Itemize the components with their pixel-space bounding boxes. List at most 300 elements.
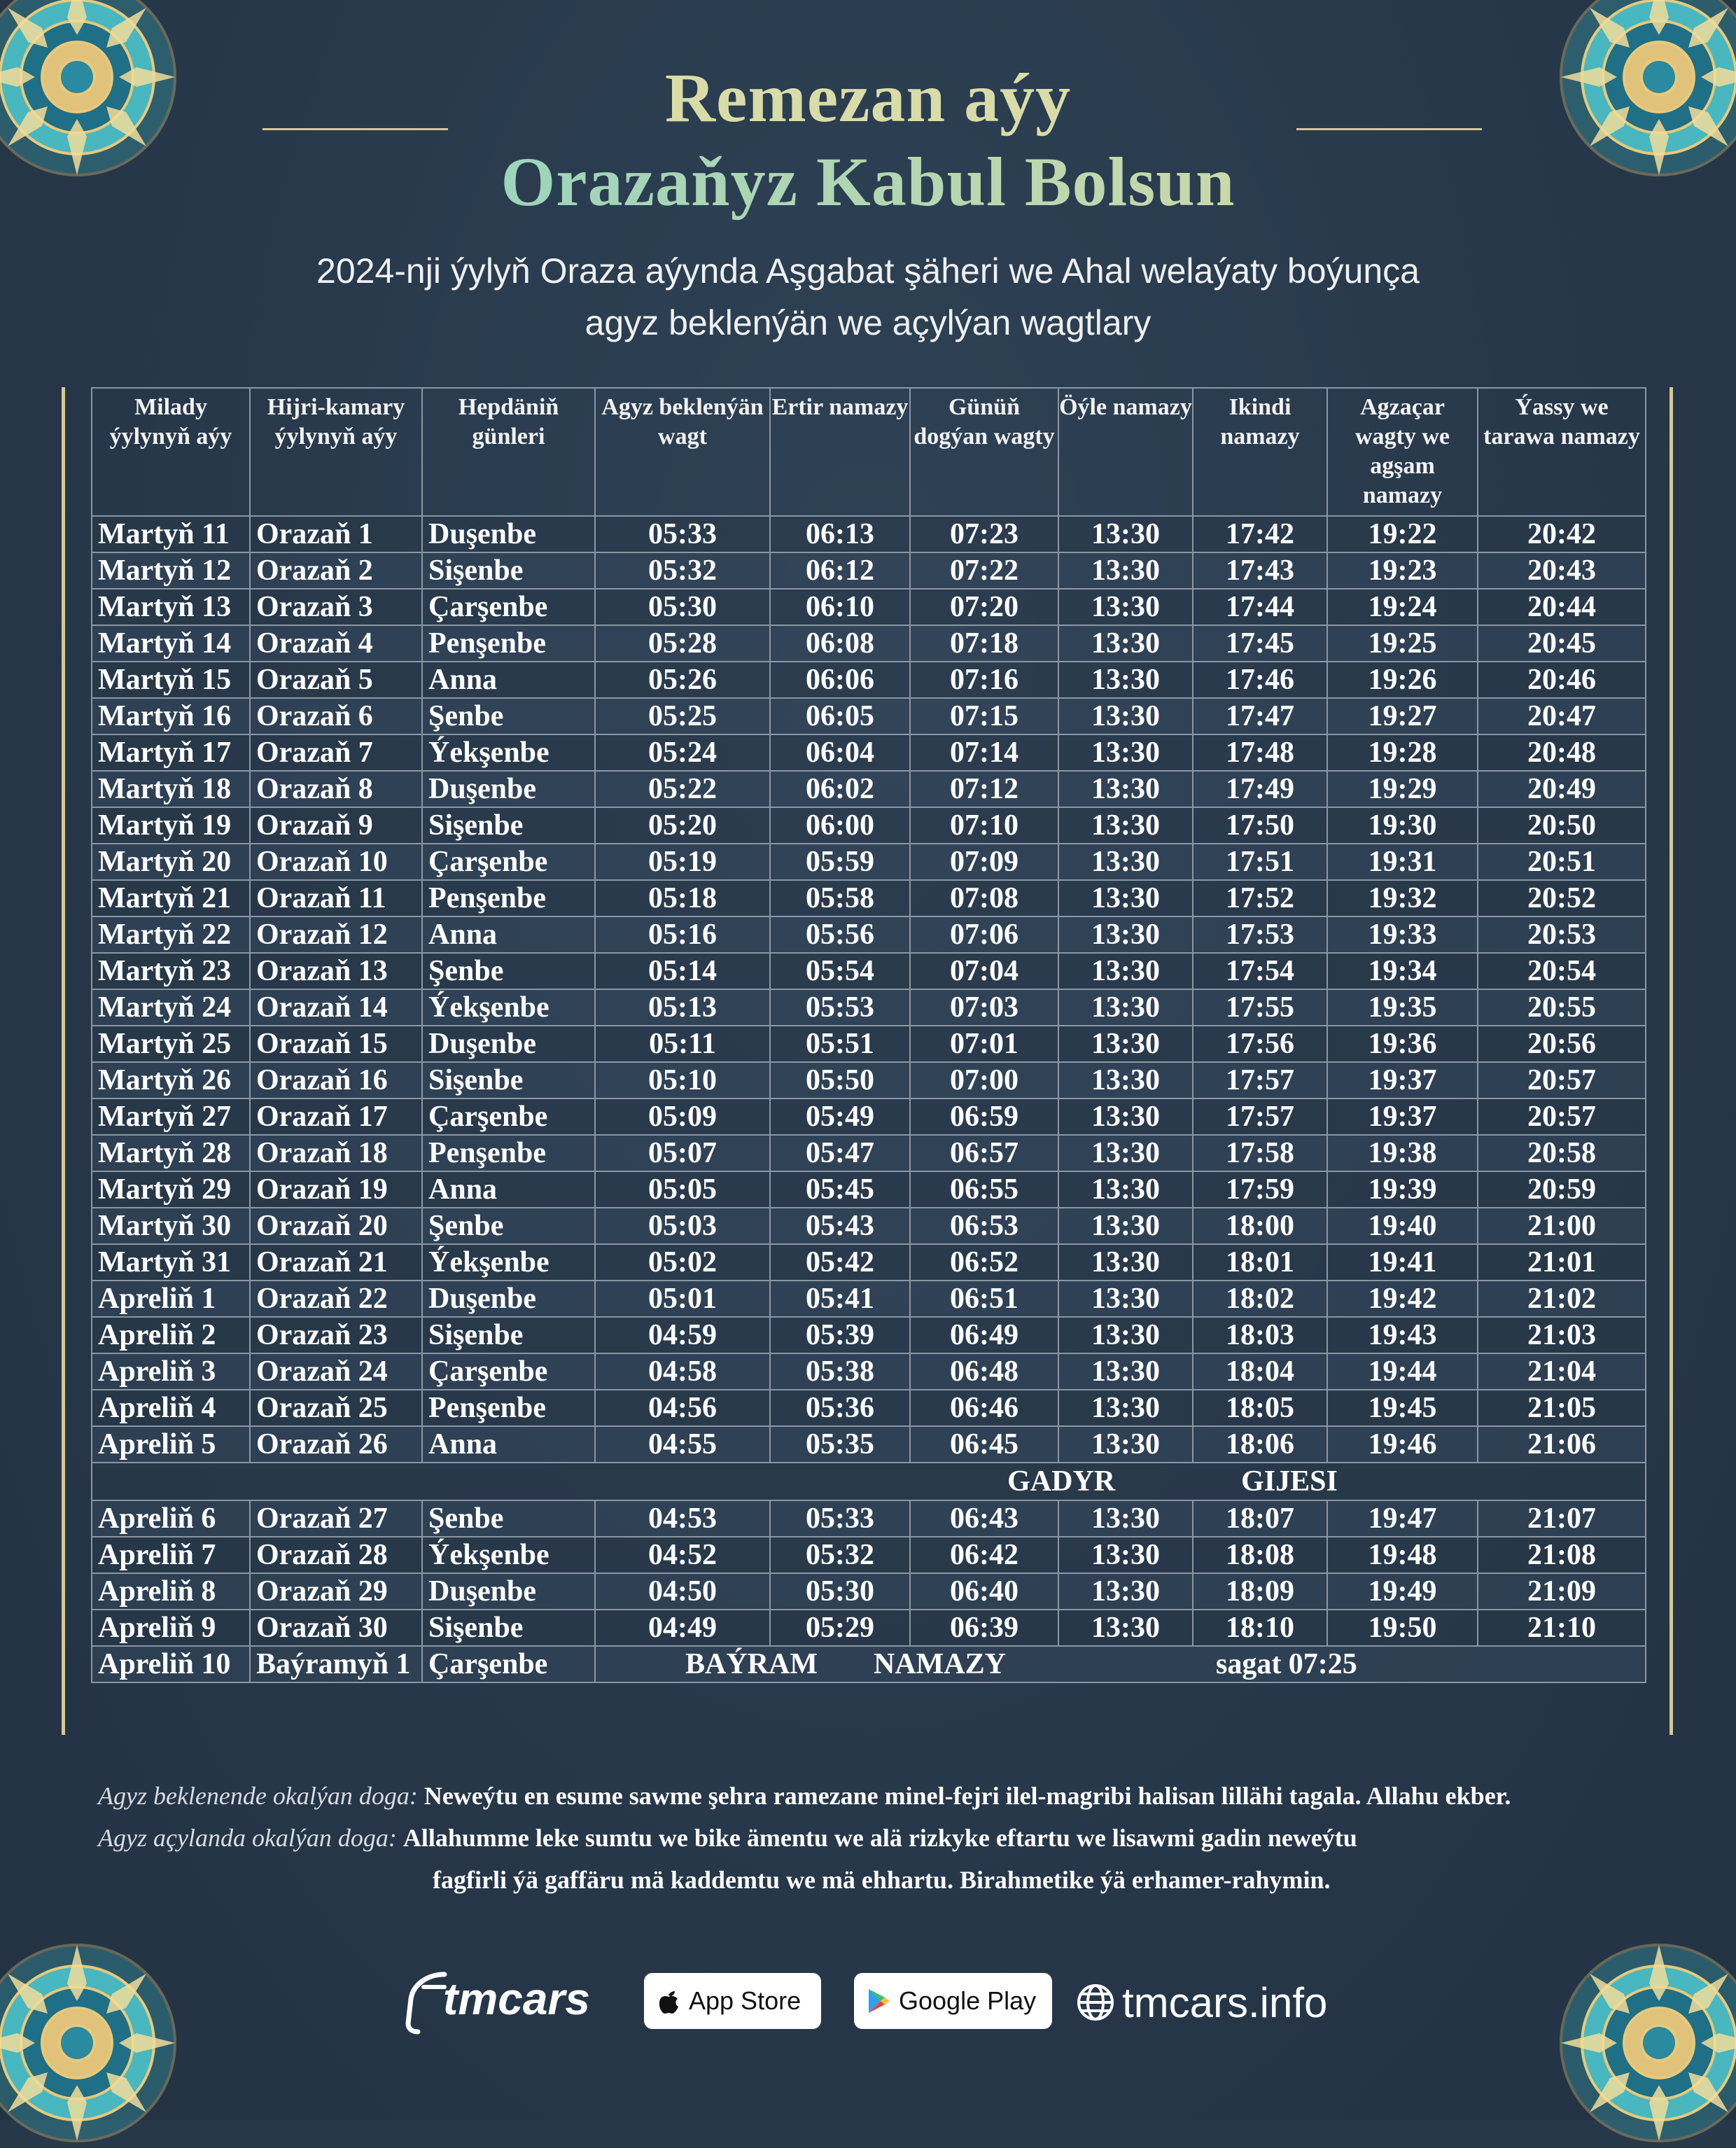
asr-cell: 18:10: [1193, 1610, 1327, 1646]
sunrise-cell: 07:14: [910, 734, 1058, 771]
iftar-maghrib-cell: 19:46: [1327, 1426, 1478, 1463]
asr-cell: 18:01: [1193, 1244, 1327, 1281]
iftar-maghrib-cell: 19:47: [1327, 1500, 1478, 1537]
weekday-cell: Çarşenbe: [422, 1099, 595, 1135]
table-row: [92, 698, 1646, 734]
isha-tarawih-cell: 20:57: [1478, 1099, 1646, 1135]
google-play-button[interactable]: [854, 1973, 1052, 2029]
fast-start-cell: 04:53: [595, 1500, 770, 1537]
column-header: Hepdäniň günleri: [422, 388, 595, 516]
dhuhr-cell: 13:30: [1058, 1208, 1193, 1244]
iftar-maghrib-cell: 19:22: [1327, 516, 1478, 552]
bayram-word: BAÝRAM: [685, 1648, 818, 1680]
gregorian-date-cell: Martyň 14: [92, 625, 250, 662]
hijri-date-cell: Orazaň 12: [250, 916, 422, 953]
subtitle: [0, 245, 1736, 349]
gregorian-date-cell: Apreliň 2: [92, 1317, 250, 1353]
fajr-cell: 05:45: [770, 1171, 910, 1208]
asr-cell: 18:09: [1193, 1573, 1327, 1610]
table-side-bar: [1670, 387, 1673, 1735]
gregorian-date-cell: Martyň 20: [92, 844, 250, 880]
dhuhr-cell: 13:30: [1058, 1573, 1193, 1610]
hijri-date-cell: Orazaň 5: [250, 662, 422, 698]
gregorian-date-cell: Apreliň 7: [92, 1537, 250, 1573]
dhuhr-cell: 13:30: [1058, 1390, 1193, 1426]
apple-icon: [657, 1987, 680, 2015]
namazy-word: NAMAZY: [873, 1648, 1006, 1680]
weekday-cell: Sişenbe: [422, 1317, 595, 1353]
table-row: [92, 1135, 1646, 1171]
fajr-cell: 05:35: [770, 1426, 910, 1463]
dhuhr-cell: 13:30: [1058, 1171, 1193, 1208]
dhuhr-cell: 13:30: [1058, 1500, 1193, 1537]
asr-cell: 17:54: [1193, 953, 1327, 989]
asr-cell: 18:04: [1193, 1353, 1327, 1390]
bayram-day-cell: Çarşenbe: [422, 1646, 595, 1682]
fast-start-cell: 04:52: [595, 1537, 770, 1573]
sunrise-cell: 07:20: [910, 589, 1058, 625]
table-row: [92, 771, 1646, 807]
asr-cell: 17:48: [1193, 734, 1327, 771]
gregorian-date-cell: Martyň 23: [92, 953, 250, 989]
isha-tarawih-cell: 20:46: [1478, 662, 1646, 698]
gregorian-date-cell: Martyň 25: [92, 1026, 250, 1062]
hijri-date-cell: Orazaň 7: [250, 734, 422, 771]
dhuhr-cell: 13:30: [1058, 1135, 1193, 1171]
fajr-cell: 05:54: [770, 953, 910, 989]
table-row: [92, 625, 1646, 662]
sunrise-cell: 07:00: [910, 1062, 1058, 1099]
iftar-maghrib-cell: 19:50: [1327, 1610, 1478, 1646]
iftar-maghrib-cell: 19:42: [1327, 1281, 1478, 1317]
iftar-maghrib-cell: 19:31: [1327, 844, 1478, 880]
hijri-date-cell: Orazaň 1: [250, 516, 422, 552]
isha-tarawih-cell: 21:02: [1478, 1281, 1646, 1317]
gregorian-date-cell: Martyň 18: [92, 771, 250, 807]
weekday-cell: Anna: [422, 1426, 595, 1463]
isha-tarawih-cell: 20:47: [1478, 698, 1646, 734]
bayram-row: [92, 1646, 1646, 1682]
iftar-maghrib-cell: 19:26: [1327, 662, 1478, 698]
table-row: [92, 662, 1646, 698]
website-link[interactable]: [1076, 1974, 1327, 2030]
fajr-cell: 06:10: [770, 589, 910, 625]
fajr-cell: 05:56: [770, 916, 910, 953]
weekday-cell: Penşenbe: [422, 880, 595, 916]
iftar-maghrib-cell: 19:43: [1327, 1317, 1478, 1353]
gadyr-gijesi-cell: [92, 1463, 1646, 1500]
hijri-date-cell: Orazaň 25: [250, 1390, 422, 1426]
break-dua-text-1: Allahumme leke sumtu we bike ämentu we alä rizkyke eftartu we lisawmi gadin neweýtu: [402, 1824, 1357, 1852]
fast-start-cell: 05:26: [595, 662, 770, 698]
tmcars-logo[interactable]: [402, 1967, 616, 2037]
gregorian-date-cell: Apreliň 3: [92, 1353, 250, 1390]
fajr-cell: 05:59: [770, 844, 910, 880]
fast-start-cell: 05:24: [595, 734, 770, 771]
isha-tarawih-cell: 21:03: [1478, 1317, 1646, 1353]
table-row: [92, 1099, 1646, 1135]
fast-start-cell: 05:13: [595, 989, 770, 1026]
table-row: [92, 1426, 1646, 1463]
dhuhr-cell: 13:30: [1058, 552, 1193, 589]
weekday-cell: Sişenbe: [422, 552, 595, 589]
gregorian-date-cell: Martyň 17: [92, 734, 250, 771]
asr-cell: 18:05: [1193, 1390, 1327, 1426]
isha-tarawih-cell: 21:04: [1478, 1353, 1646, 1390]
weekday-cell: Ýekşenbe: [422, 989, 595, 1026]
hijri-date-cell: Orazaň 20: [250, 1208, 422, 1244]
weekday-cell: Penşenbe: [422, 625, 595, 662]
dhuhr-cell: 13:30: [1058, 953, 1193, 989]
fajr-cell: 05:51: [770, 1026, 910, 1062]
fast-start-cell: 05:07: [595, 1135, 770, 1171]
weekday-cell: Şenbe: [422, 953, 595, 989]
iftar-maghrib-cell: 19:37: [1327, 1062, 1478, 1099]
table-side-bar: [62, 387, 65, 1735]
gregorian-date-cell: Martyň 19: [92, 807, 250, 844]
iftar-maghrib-cell: 19:23: [1327, 552, 1478, 589]
iftar-maghrib-cell: 19:32: [1327, 880, 1478, 916]
gadyr-gijesi-row: [92, 1463, 1646, 1500]
gregorian-date-cell: Martyň 27: [92, 1099, 250, 1135]
sunrise-cell: 06:45: [910, 1426, 1058, 1463]
sunrise-cell: 06:59: [910, 1099, 1058, 1135]
table-row: [92, 1390, 1646, 1426]
table-row: [92, 844, 1646, 880]
gregorian-date-cell: Martyň 31: [92, 1244, 250, 1281]
sunrise-cell: 06:51: [910, 1281, 1058, 1317]
bayram-namazy-cell: [595, 1646, 1646, 1682]
sunrise-cell: 07:12: [910, 771, 1058, 807]
isha-tarawih-cell: 21:08: [1478, 1537, 1646, 1573]
title-line-2: Orazaňyz Kabul Bolsun: [0, 140, 1736, 224]
weekday-cell: Ýekşenbe: [422, 1537, 595, 1573]
fast-start-cell: 05:28: [595, 625, 770, 662]
dhuhr-cell: 13:30: [1058, 807, 1193, 844]
table-row: [92, 1353, 1646, 1390]
table-row: [92, 1537, 1646, 1573]
dhuhr-cell: 13:30: [1058, 1281, 1193, 1317]
gregorian-date-cell: Martyň 15: [92, 662, 250, 698]
isha-tarawih-cell: 20:45: [1478, 625, 1646, 662]
fajr-cell: 06:12: [770, 552, 910, 589]
weekday-cell: Şenbe: [422, 1500, 595, 1537]
fajr-cell: 05:32: [770, 1537, 910, 1573]
bayram-hijri-cell: Baýramyň 1: [250, 1646, 422, 1682]
table-row: [92, 1208, 1646, 1244]
sunrise-cell: 07:08: [910, 880, 1058, 916]
fast-start-cell: 05:22: [595, 771, 770, 807]
sunrise-cell: 06:42: [910, 1537, 1058, 1573]
column-header: Agzaçar wagty we agşam namazy: [1327, 388, 1478, 516]
table-row: [92, 516, 1646, 552]
google-play-icon: [867, 1987, 890, 2015]
column-header: Ertir namazy: [770, 388, 910, 516]
gregorian-date-cell: Martyň 16: [92, 698, 250, 734]
table-row: [92, 1317, 1646, 1353]
sunrise-cell: 07:23: [910, 516, 1058, 552]
gregorian-date-cell: Martyň 12: [92, 552, 250, 589]
sunrise-cell: 07:06: [910, 916, 1058, 953]
hijri-date-cell: Orazaň 18: [250, 1135, 422, 1171]
sunrise-cell: 06:55: [910, 1171, 1058, 1208]
hijri-date-cell: Orazaň 2: [250, 552, 422, 589]
iftar-maghrib-cell: 19:49: [1327, 1573, 1478, 1610]
bayram-time: sagat 07:25: [1215, 1648, 1357, 1680]
column-header: Hijri-kamary ýylynyň aýy: [250, 388, 422, 516]
dhuhr-cell: 13:30: [1058, 625, 1193, 662]
weekday-cell: Şenbe: [422, 698, 595, 734]
table-row: [92, 989, 1646, 1026]
fajr-cell: 05:53: [770, 989, 910, 1026]
fajr-cell: 05:39: [770, 1317, 910, 1353]
fast-start-cell: 04:49: [595, 1610, 770, 1646]
asr-cell: 17:45: [1193, 625, 1327, 662]
asr-cell: 17:50: [1193, 807, 1327, 844]
fajr-cell: 05:41: [770, 1281, 910, 1317]
gregorian-date-cell: Martyň 21: [92, 880, 250, 916]
dhuhr-cell: 13:30: [1058, 771, 1193, 807]
table-row: [92, 1062, 1646, 1099]
fast-start-cell: 05:02: [595, 1244, 770, 1281]
table-row: [92, 880, 1646, 916]
asr-cell: 18:08: [1193, 1537, 1327, 1573]
weekday-cell: Çarşenbe: [422, 844, 595, 880]
fajr-cell: 05:33: [770, 1500, 910, 1537]
hijri-date-cell: Orazaň 15: [250, 1026, 422, 1062]
website-text: tmcars.info: [1122, 1979, 1328, 2026]
sunrise-cell: 07:18: [910, 625, 1058, 662]
weekday-cell: Ýekşenbe: [422, 734, 595, 771]
asr-cell: 17:57: [1193, 1099, 1327, 1135]
table-row: [92, 1610, 1646, 1646]
sunrise-cell: 06:40: [910, 1573, 1058, 1610]
dhuhr-cell: 13:30: [1058, 1317, 1193, 1353]
title-line-1: Remezan aýy: [664, 59, 1072, 137]
app-store-button[interactable]: [644, 1973, 821, 2029]
isha-tarawih-cell: 21:09: [1478, 1573, 1646, 1610]
dhuhr-cell: 13:30: [1058, 1026, 1193, 1062]
hijri-date-cell: Orazaň 26: [250, 1426, 422, 1463]
asr-cell: 18:06: [1193, 1426, 1327, 1463]
iftar-maghrib-cell: 19:41: [1327, 1244, 1478, 1281]
asr-cell: 17:49: [1193, 771, 1327, 807]
dhuhr-cell: 13:30: [1058, 916, 1193, 953]
iftar-maghrib-cell: 19:28: [1327, 734, 1478, 771]
table-row: [92, 1244, 1646, 1281]
iftar-maghrib-cell: 19:34: [1327, 953, 1478, 989]
sunrise-cell: 06:48: [910, 1353, 1058, 1390]
duas-section: [98, 1775, 1666, 1901]
dhuhr-cell: 13:30: [1058, 1426, 1193, 1463]
dhuhr-cell: 13:30: [1058, 1062, 1193, 1099]
isha-tarawih-cell: 21:10: [1478, 1610, 1646, 1646]
asr-cell: 17:56: [1193, 1026, 1327, 1062]
sunrise-cell: 06:53: [910, 1208, 1058, 1244]
dhuhr-cell: 13:30: [1058, 1244, 1193, 1281]
gregorian-date-cell: Martyň 24: [92, 989, 250, 1026]
weekday-cell: Sişenbe: [422, 1610, 595, 1646]
dhuhr-cell: 13:30: [1058, 516, 1193, 552]
asr-cell: 17:52: [1193, 880, 1327, 916]
dhuhr-cell: 13:30: [1058, 589, 1193, 625]
dhuhr-cell: 13:30: [1058, 662, 1193, 698]
weekday-cell: Şenbe: [422, 1208, 595, 1244]
isha-tarawih-cell: 21:00: [1478, 1208, 1646, 1244]
fast-start-cell: 04:50: [595, 1573, 770, 1610]
asr-cell: 18:00: [1193, 1208, 1327, 1244]
gregorian-date-cell: Apreliň 8: [92, 1573, 250, 1610]
isha-tarawih-cell: 21:06: [1478, 1426, 1646, 1463]
fast-dua-label: Agyz beklenende okalýan doga:: [98, 1782, 418, 1810]
fajr-cell: 06:06: [770, 662, 910, 698]
gregorian-date-cell: Apreliň 1: [92, 1281, 250, 1317]
isha-tarawih-cell: 20:56: [1478, 1026, 1646, 1062]
hijri-date-cell: Orazaň 13: [250, 953, 422, 989]
hijri-date-cell: Orazaň 28: [250, 1537, 422, 1573]
fast-start-cell: 05:20: [595, 807, 770, 844]
fast-start-cell: 05:03: [595, 1208, 770, 1244]
dhuhr-cell: 13:30: [1058, 734, 1193, 771]
fast-start-cell: 05:30: [595, 589, 770, 625]
column-header: Öýle namazy: [1058, 388, 1193, 516]
isha-tarawih-cell: 20:59: [1478, 1171, 1646, 1208]
table-row: [92, 1573, 1646, 1610]
sunrise-cell: 07:01: [910, 1026, 1058, 1062]
title-block: [0, 56, 1736, 224]
weekday-cell: Duşenbe: [422, 771, 595, 807]
gregorian-date-cell: Apreliň 9: [92, 1610, 250, 1646]
gregorian-date-cell: Martyň 28: [92, 1135, 250, 1171]
iftar-maghrib-cell: 19:33: [1327, 916, 1478, 953]
isha-tarawih-cell: 20:43: [1478, 552, 1646, 589]
sunrise-cell: 07:04: [910, 953, 1058, 989]
fajr-cell: 06:00: [770, 807, 910, 844]
sunrise-cell: 06:43: [910, 1500, 1058, 1537]
isha-tarawih-cell: 20:58: [1478, 1135, 1646, 1171]
hijri-date-cell: Orazaň 24: [250, 1353, 422, 1390]
asr-cell: 17:58: [1193, 1135, 1327, 1171]
weekday-cell: Anna: [422, 662, 595, 698]
isha-tarawih-cell: 21:01: [1478, 1244, 1646, 1281]
sunrise-cell: 07:22: [910, 552, 1058, 589]
hijri-date-cell: Orazaň 27: [250, 1500, 422, 1537]
weekday-cell: Sişenbe: [422, 807, 595, 844]
fajr-cell: 05:47: [770, 1135, 910, 1171]
fast-start-cell: 05:01: [595, 1281, 770, 1317]
table-row: [92, 552, 1646, 589]
globe-icon: [1076, 1983, 1115, 2022]
iftar-maghrib-cell: 19:44: [1327, 1353, 1478, 1390]
asr-cell: 18:02: [1193, 1281, 1327, 1317]
iftar-maghrib-cell: 19:25: [1327, 625, 1478, 662]
sunrise-cell: 07:10: [910, 807, 1058, 844]
isha-tarawih-cell: 21:05: [1478, 1390, 1646, 1426]
weekday-cell: Duşenbe: [422, 1281, 595, 1317]
fajr-cell: 05:36: [770, 1390, 910, 1426]
iftar-maghrib-cell: 19:24: [1327, 589, 1478, 625]
break-dua-text-2: fagfirli ýä gaffäru mä kaddemtu we mä ehhartu. Birahmetike ýä erhamer-rahymin.: [433, 1866, 1331, 1894]
iftar-maghrib-cell: 19:29: [1327, 771, 1478, 807]
gregorian-date-cell: Martyň 29: [92, 1171, 250, 1208]
isha-tarawih-cell: 20:51: [1478, 844, 1646, 880]
fast-start-cell: 05:16: [595, 916, 770, 953]
table-row: [92, 734, 1646, 771]
google-play-label: Google Play: [899, 1986, 1037, 2015]
bayram-date-cell: Apreliň 10: [92, 1646, 250, 1682]
column-header: Milady ýylynyň aýy: [92, 388, 250, 516]
iftar-maghrib-cell: 19:39: [1327, 1171, 1478, 1208]
gregorian-date-cell: Martyň 13: [92, 589, 250, 625]
sunrise-cell: 07:16: [910, 662, 1058, 698]
dhuhr-cell: 13:30: [1058, 1353, 1193, 1390]
isha-tarawih-cell: 20:55: [1478, 989, 1646, 1026]
weekday-cell: Çarşenbe: [422, 1353, 595, 1390]
hijri-date-cell: Orazaň 19: [250, 1171, 422, 1208]
isha-tarawih-cell: 20:42: [1478, 516, 1646, 552]
sunrise-cell: 07:09: [910, 844, 1058, 880]
isha-tarawih-cell: 20:52: [1478, 880, 1646, 916]
hijri-date-cell: Orazaň 10: [250, 844, 422, 880]
fajr-cell: 06:08: [770, 625, 910, 662]
sunrise-cell: 06:57: [910, 1135, 1058, 1171]
hijri-date-cell: Orazaň 21: [250, 1244, 422, 1281]
asr-cell: 17:43: [1193, 552, 1327, 589]
fast-start-cell: 05:18: [595, 880, 770, 916]
weekday-cell: Duşenbe: [422, 516, 595, 552]
fajr-cell: 06:02: [770, 771, 910, 807]
weekday-cell: Anna: [422, 1171, 595, 1208]
isha-tarawih-cell: 20:49: [1478, 771, 1646, 807]
fast-start-cell: 04:59: [595, 1317, 770, 1353]
table-row: [92, 953, 1646, 989]
asr-cell: 17:59: [1193, 1171, 1327, 1208]
gregorian-date-cell: Martyň 30: [92, 1208, 250, 1244]
brand-name: tmcars: [443, 1974, 590, 2024]
hijri-date-cell: Orazaň 22: [250, 1281, 422, 1317]
hijri-date-cell: Orazaň 9: [250, 807, 422, 844]
fajr-cell: 05:58: [770, 880, 910, 916]
hijri-date-cell: Orazaň 11: [250, 880, 422, 916]
iftar-maghrib-cell: 19:36: [1327, 1026, 1478, 1062]
fast-start-cell: 04:55: [595, 1426, 770, 1463]
asr-cell: 18:03: [1193, 1317, 1327, 1353]
hijri-date-cell: Orazaň 17: [250, 1099, 422, 1135]
fajr-cell: 05:50: [770, 1062, 910, 1099]
table-row: [92, 1500, 1646, 1537]
isha-tarawih-cell: 20:53: [1478, 916, 1646, 953]
fajr-cell: 05:29: [770, 1610, 910, 1646]
gregorian-date-cell: Martyň 26: [92, 1062, 250, 1099]
asr-cell: 17:44: [1193, 589, 1327, 625]
table-row: [92, 1171, 1646, 1208]
dhuhr-cell: 13:30: [1058, 1537, 1193, 1573]
dhuhr-cell: 13:30: [1058, 989, 1193, 1026]
asr-cell: 17:51: [1193, 844, 1327, 880]
sunrise-cell: 06:46: [910, 1390, 1058, 1426]
fajr-cell: 05:42: [770, 1244, 910, 1281]
fast-start-cell: 05:09: [595, 1099, 770, 1135]
subtitle-line-1: 2024-nji ýylyň Oraza aýynda Aşgabat şäheri we Ahal welaýaty boýunça: [316, 251, 1420, 291]
iftar-maghrib-cell: 19:40: [1327, 1208, 1478, 1244]
weekday-cell: Penşenbe: [422, 1135, 595, 1171]
gregorian-date-cell: Martyň 11: [92, 516, 250, 552]
fast-start-cell: 05:14: [595, 953, 770, 989]
fajr-cell: 05:30: [770, 1573, 910, 1610]
table-row: [92, 589, 1646, 625]
dhuhr-cell: 13:30: [1058, 698, 1193, 734]
fast-start-cell: 04:58: [595, 1353, 770, 1390]
